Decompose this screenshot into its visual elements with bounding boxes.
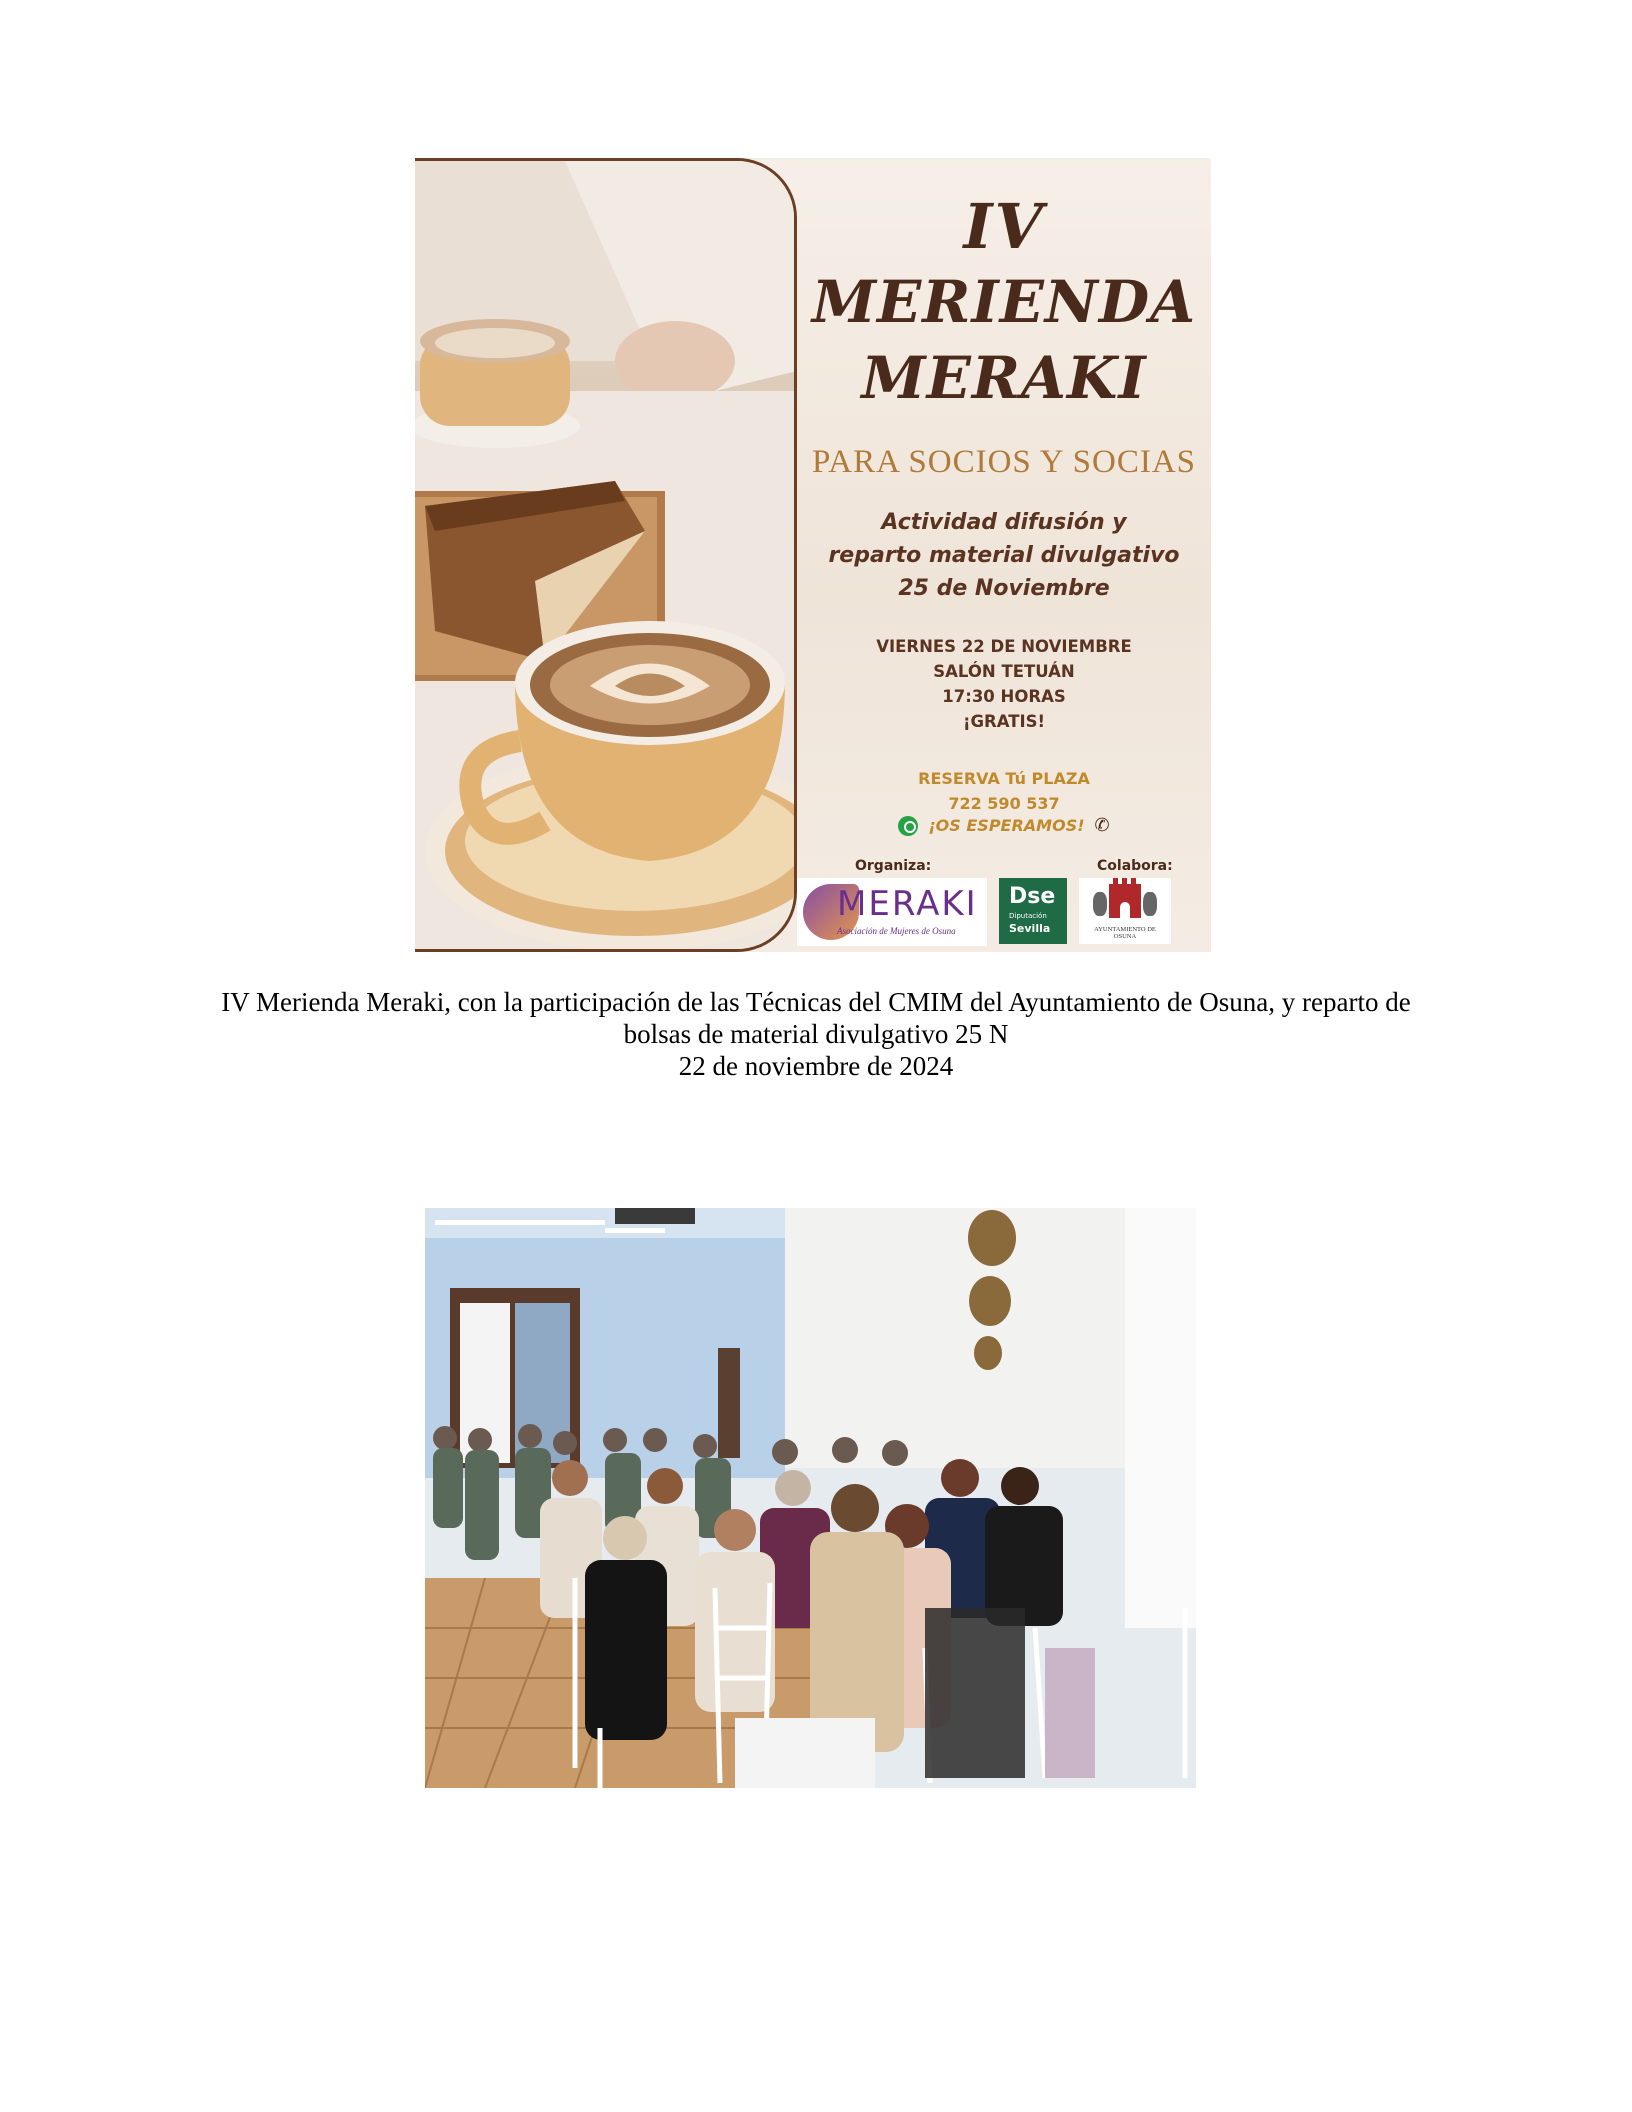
diputacion-name: Sevilla	[1009, 922, 1051, 935]
phone-icon: ✆	[1094, 815, 1110, 836]
poster-subtitle: PARA SOCIOS Y SOCIAS	[811, 444, 1197, 480]
caption-line: bolsas de material divulgativo 25 N	[623, 1019, 1009, 1049]
poster-activity	[807, 506, 1201, 605]
reserve-label: RESERVA Tú PLAZA	[918, 769, 1090, 788]
reserve-phone: 722 590 537	[948, 794, 1060, 813]
lion-icon	[1143, 892, 1157, 916]
event-venue: SALÓN TETUÁN	[933, 662, 1075, 681]
ayuntamiento-name: AYUNTAMIENTO DE OSUNA	[1094, 926, 1156, 940]
diputacion-label: Diputación	[1009, 912, 1047, 920]
poster-text-panel	[797, 158, 1211, 952]
diputacion-sevilla-logo	[999, 878, 1067, 944]
meraki-logo	[797, 878, 987, 946]
ayuntamiento-osuna-logo	[1079, 878, 1171, 944]
audience-illustration	[425, 1208, 1196, 1788]
poster-title-line2: MERAKI	[861, 344, 1147, 412]
poster-reservation	[797, 766, 1211, 816]
caption-line: IV Merienda Meraki, con la participación de las Técnicas del CMIM del Ayuntamiento de Osuna, y reparto de	[221, 987, 1411, 1017]
photo-caption	[100, 986, 1532, 1082]
meraki-logo-subtitle: Asociación de Mujeres de Osuna	[837, 926, 956, 936]
organiza-label: Organiza:	[855, 858, 932, 874]
event-time: 17:30 HORAS	[942, 687, 1066, 706]
whatsapp-icon	[898, 816, 918, 836]
colabora-label: Colabora:	[1097, 858, 1173, 874]
activity-line: Actividad difusión y	[881, 510, 1127, 535]
caption-date: 22 de noviembre de 2024	[678, 1051, 954, 1081]
meraki-logo-text: MERAKI	[837, 884, 978, 924]
activity-line: reparto material divulgativo	[828, 543, 1180, 568]
lion-icon	[1093, 892, 1107, 916]
cta-text: ¡OS ESPERAMOS!	[928, 816, 1085, 835]
event-date: VIERNES 22 DE NOVIEMBRE	[876, 637, 1132, 656]
poster-event-details	[797, 634, 1211, 734]
event-price: ¡GRATIS!	[962, 712, 1046, 731]
diputacion-mark: Dse	[1009, 884, 1056, 909]
coffee-photo	[415, 158, 797, 952]
poster-cta	[797, 815, 1211, 836]
event-poster	[415, 158, 1211, 952]
activity-line: 25 de Noviembre	[898, 576, 1110, 601]
event-room-photo	[425, 1208, 1196, 1788]
poster-title-line1: MERIENDA	[811, 268, 1197, 336]
castle-icon	[1109, 884, 1141, 918]
poster-number: IV	[963, 190, 1045, 263]
coffee-illustration	[415, 161, 797, 952]
